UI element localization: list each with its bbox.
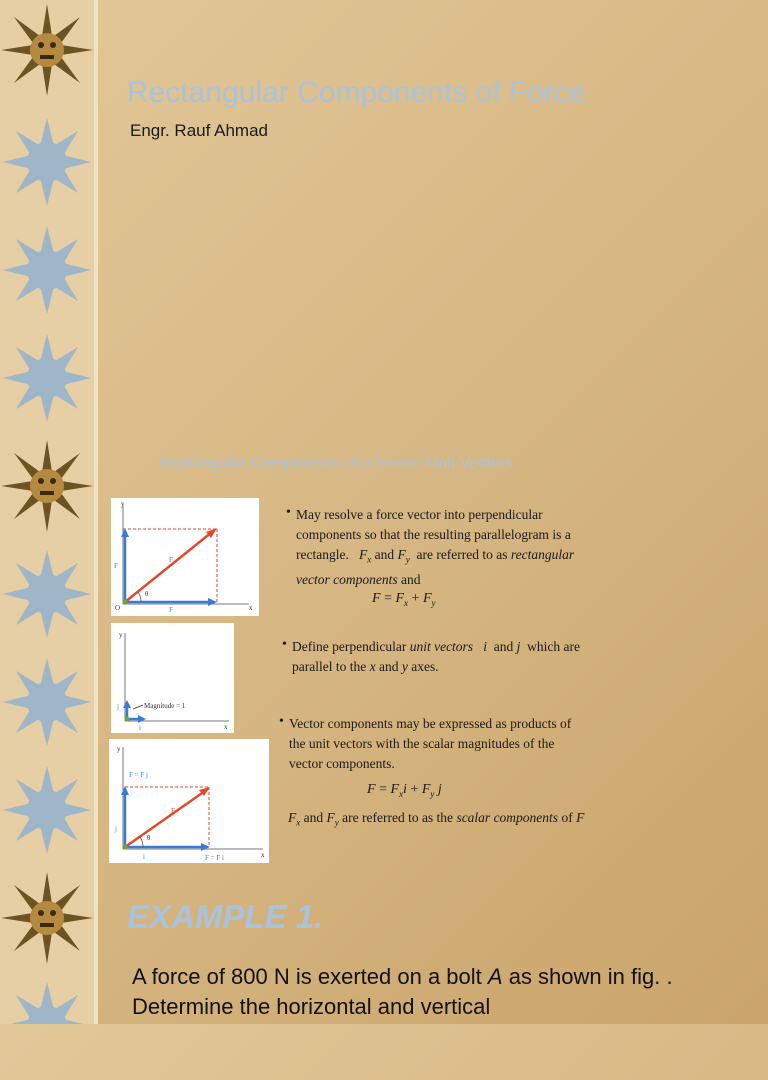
fig1-f-label: F — [169, 556, 173, 564]
bullet-unit-vectors — [282, 637, 652, 677]
fig1-y-label: y — [121, 500, 125, 508]
fig2-magnitude-label: Magnitude = 1 — [144, 702, 186, 710]
problem-text: as shown in fig. . Determine the horizontal and vertical — [132, 964, 673, 1019]
fig1-fy-label: F — [114, 562, 118, 570]
bullet2-text: axes. — [411, 659, 439, 674]
fig3-x-label: x — [261, 851, 265, 859]
figure-unit-vectors — [111, 623, 234, 733]
bullet1-text: are referred to as — [416, 547, 508, 562]
bullet1-italic-text: rectangular — [510, 547, 575, 562]
bullet2-line1 — [292, 637, 652, 657]
sun-face-icon — [0, 432, 94, 540]
bullet3-line2: the unit vectors with the scalar magnitudes of the — [289, 736, 555, 751]
bullet1-text: and — [374, 547, 395, 562]
fig3-theta-label: θ — [147, 834, 151, 842]
fig2-i-label: i — [139, 724, 141, 732]
star-icon — [0, 540, 94, 648]
bullet2-text: which are — [527, 639, 580, 654]
star-icon — [0, 216, 94, 324]
example-heading: EXAMPLE 1. — [127, 898, 324, 935]
bullet3-line1: Vector components may be expressed as products of — [289, 716, 572, 731]
bullet1-line2: components so that the resulting parallelogram is a — [296, 527, 571, 542]
equation-unit-vector-form: $F = F_xi + F_y$ j — [367, 782, 442, 799]
note-text: of — [561, 810, 573, 825]
bullet2-italic-text: x — [369, 659, 376, 674]
fig3-y-label: y — [117, 745, 121, 753]
bullet-dot: • — [282, 637, 287, 652]
star-icon — [0, 756, 94, 864]
scalar-components-note: $F_x$ and $F_y$ are referred to as the scalar components of F — [288, 810, 585, 828]
bullet-dot: • — [286, 505, 291, 520]
bullet1-line3: rectangle. $F_x$ and $F_y$ are referred to as rectangular — [296, 547, 575, 565]
star-icon — [0, 324, 94, 432]
problem-italic-text: A — [487, 964, 503, 989]
bullet2-line2 — [292, 657, 652, 677]
sun-face-icon — [0, 864, 94, 972]
note-italic-text: scalar components — [456, 810, 559, 825]
slide-title: Rectangular Components of Force — [127, 76, 586, 109]
bullet3-line3: vector components. — [289, 756, 395, 771]
bullet2-italic-text: j — [516, 639, 521, 654]
fig1-x-label: x — [249, 604, 253, 612]
section-title: Rectangular Components of a Force: Unit Vectors — [160, 455, 514, 472]
figure-scalar-components — [109, 739, 269, 863]
fig3-fx-label: F = F i — [205, 854, 224, 862]
fig2-x-label: x — [224, 723, 228, 731]
bullet2-text: and — [378, 659, 399, 674]
star-icon — [0, 108, 94, 216]
equation-vector-sum: $F = F_x + F_y$ — [372, 591, 436, 608]
bullet1-text: rectangle. — [296, 547, 349, 562]
fig3-f-label: F — [171, 807, 175, 815]
bullet-rectangular-components — [286, 505, 656, 590]
fig2-j-label: j — [117, 703, 119, 711]
figure-force-components — [111, 498, 259, 616]
bullet1-line4 — [296, 570, 656, 590]
fig2-y-label: y — [119, 631, 123, 639]
bullet-dot: • — [279, 714, 284, 729]
fig3-j-label: j — [115, 825, 117, 833]
bullet2-italic-text: y — [401, 659, 408, 674]
bullet1-text: and — [400, 571, 421, 587]
bullet2-text: and — [493, 639, 514, 654]
note-text: are referred to as the — [342, 810, 454, 825]
fig3-fy-label: F = F j — [129, 771, 148, 779]
fig3-i-label: i — [143, 853, 145, 861]
star-icon — [0, 648, 94, 756]
strip-edge — [94, 0, 98, 1024]
fig1-fx-label: F — [169, 606, 173, 614]
star-icon — [0, 972, 94, 1080]
note-text: and — [303, 810, 324, 825]
problem-text: A force of 800 N is exerted on a bolt — [132, 964, 482, 989]
example-problem-text — [132, 962, 752, 1022]
fig1-theta-label: θ — [145, 590, 149, 598]
bullet1-line1: May resolve a force vector into perpendicular — [296, 507, 543, 522]
bullet2-italic-text: unit vectors — [409, 639, 474, 654]
author-name: Engr. Rauf Ahmad — [130, 121, 268, 140]
fig1-origin-label: O — [115, 604, 121, 612]
bullet2-italic-text: i — [483, 639, 487, 654]
sun-face-icon — [0, 0, 94, 108]
bullet-scalar-components — [279, 714, 659, 774]
bullet2-text: parallel to the — [292, 659, 367, 674]
bullet2-text: Define perpendicular — [292, 639, 407, 654]
bullet1-italic-text: vector components — [296, 571, 398, 587]
